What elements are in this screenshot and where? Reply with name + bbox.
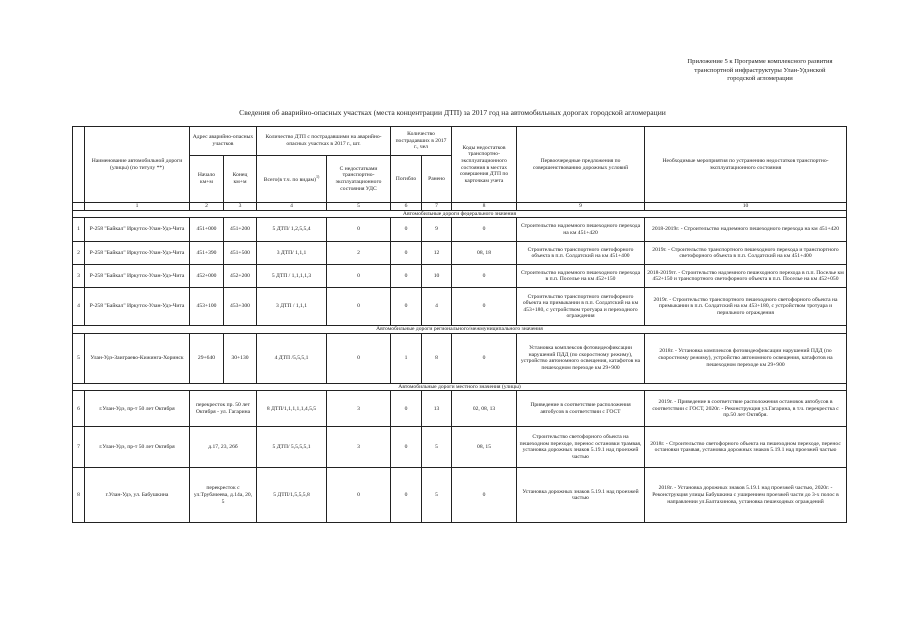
road-name-cell: г.Улан-Удэ, ул. Бабушкина xyxy=(85,468,190,523)
column-number: 3 xyxy=(224,203,257,211)
header-required-measures: Необходимые мероприятия по устранению недостатков транспортно-эксплуатационного состояния xyxy=(645,127,847,203)
injured-cell: 9 xyxy=(422,218,452,242)
start-cell: 451+390 xyxy=(190,242,224,265)
header-index xyxy=(73,127,85,203)
header-road-name: Наименование автомобильной дороги (улицы) (по титулу **) xyxy=(85,127,190,203)
header-dtp-total xyxy=(257,156,327,203)
column-number: 6 xyxy=(391,203,422,211)
column-numbers-row xyxy=(73,203,847,211)
codes-cell: 02, 08, 13 xyxy=(452,391,517,427)
dtp-deficient-cell: 0 xyxy=(327,468,391,523)
injured-cell: 5 xyxy=(422,468,452,523)
road-name-cell: Улан-Удэ-Заиграево-Кижинга-Хоринск xyxy=(85,333,190,383)
codes-cell: 08, 18 xyxy=(452,242,517,265)
road-name-cell: Р-258 "Байкал" Иркутск-Улан-Удэ-Чита xyxy=(85,288,190,326)
header-killed: Погибло xyxy=(391,156,422,203)
table-row xyxy=(73,288,847,326)
dtp-deficient-cell: 0 xyxy=(327,218,391,242)
row-number: 7 xyxy=(73,427,85,468)
proposal-cell: Установка комплексов фотовидеофиксации нарушений ПДД (по скоростному режиму), устройство автономного освещения, катафотов на пешеходном переходе км 29+900 xyxy=(517,333,645,383)
start-cell: 453+100 xyxy=(190,288,224,326)
column-number: 9 xyxy=(517,203,645,211)
start-cell: 451+000 xyxy=(190,218,224,242)
road-name-cell: г.Улан-Удэ, пр-т 50 лет Октября xyxy=(85,427,190,468)
dtp-deficient-cell: 3 xyxy=(327,427,391,468)
codes-cell: 08, 15 xyxy=(452,427,517,468)
appendix-line-2: транспортной инфраструктуры Улан-Удэнской xyxy=(694,66,826,74)
injured-cell: 10 xyxy=(422,265,452,288)
header-victims-group: Количество пострадавших в 2017 г., чел xyxy=(391,127,452,156)
section-row-federal xyxy=(73,210,847,218)
road-name-cell: Р-258 "Байкал" Иркутск-Улан-Удэ-Чита xyxy=(85,218,190,242)
table-row xyxy=(73,265,847,288)
end-cell: 453+300 xyxy=(224,288,257,326)
column-number: 10 xyxy=(645,203,847,211)
column-number: 1 xyxy=(85,203,190,211)
row-number: 3 xyxy=(73,265,85,288)
measures-cell: 2019г. - Приведение в соответствие расположения остановок автобусов в соответствии с ГОСТ, 2020г. - Реконструкция ул.Гагарина, в т.ч. перекрестка с пр.50 лет Октября. xyxy=(645,391,847,427)
accident-sites-table xyxy=(72,126,847,523)
start-cell: 452+000 xyxy=(190,265,224,288)
injured-cell: 4 xyxy=(422,288,452,326)
dtp-deficient-cell: 3 xyxy=(327,391,391,427)
end-cell: 452+200 xyxy=(224,265,257,288)
dtp-total-cell: 8 ДТП/1,1,1,1,1,4,5,5 xyxy=(257,391,327,427)
killed-cell: 0 xyxy=(391,468,422,523)
row-number: 8 xyxy=(73,468,85,523)
dtp-total-cell: 4 ДТП /5,5,5,1 xyxy=(257,333,327,383)
header-dtp-deficiencies: С недостатками транспортно-эксплуатационного состояния УДС xyxy=(327,156,391,203)
dtp-total-cell: 5 ДТП/ 5,5,5,5,1 xyxy=(257,427,327,468)
header-deficiency-codes: Коды недостатков транспортно-эксплуатационного состояния в местах совершения ДТП по карточкам учета xyxy=(452,127,517,203)
measures-cell: 2018-2019г. - Строительство надземного пешеходного перехода на км 451+420 xyxy=(645,218,847,242)
column-number: 7 xyxy=(422,203,452,211)
proposal-cell: Установка дорожных знаков 5.19.1 над проезжей частью xyxy=(517,468,645,523)
road-name-cell: г.Улан-Удэ, пр-т 50 лет Октября xyxy=(85,391,190,427)
dtp-deficient-cell: 0 xyxy=(327,333,391,383)
row-number: 2 xyxy=(73,242,85,265)
measures-cell: 2018г. - Строительство светофорного объекта на пешеходном переходе, перенос остановки трамвая, установка дорожных знаков 5.19.1 над проезжей частью xyxy=(645,427,847,468)
appendix-line-3: городской агломерации xyxy=(727,75,793,82)
table-row xyxy=(73,427,847,468)
column-number: 8 xyxy=(452,203,517,211)
proposal-cell: Приведение в соответствие расположения автобусов в соответствии с ГОСТ xyxy=(517,391,645,427)
section-title: Автомобильные дороги регионального/межмуниципального значения xyxy=(73,326,847,334)
table-row xyxy=(73,218,847,242)
appendix-line-1: Приложение 5 к Программе комплексного развития xyxy=(687,58,833,65)
header-injured: Ранено xyxy=(422,156,452,203)
location-cell: перекресток с ул.Трубачеева, д.14а, 20, 5 xyxy=(190,468,257,523)
dtp-deficient-cell: 0 xyxy=(327,265,391,288)
header-address-group: Адрес аварийно-опасных участков xyxy=(190,127,257,156)
measures-cell: 2018г. - Установка комплексов фотовидеофиксации нарушений ПДД (по скоростному режиму), устройство автономного освещения, катафотов на пешеходном переходе км 29+900 xyxy=(645,333,847,383)
injured-cell: 5 xyxy=(422,427,452,468)
section-title: Автомобильные дороги федерального значения xyxy=(73,210,847,218)
column-number: 4 xyxy=(257,203,327,211)
proposal-cell: Строительство светофорного объекта на пешеходном переходе, перенос остановки трамвая, установка дорожных знаков 5.19.1 над проезжей частью xyxy=(517,427,645,468)
measures-cell: 2019г. - Строительство транспортного пешеходного светофорного объекта на примыкании в п.п. Солдатский на км 453+180, с устройством тротуара и перильного ограждения xyxy=(645,288,847,326)
road-name-cell: Р-258 "Байкал" Иркутск-Улан-Удэ-Чита xyxy=(85,242,190,265)
injured-cell: 13 xyxy=(422,391,452,427)
header-dtp-count-group: Количество ДТП с пострадавшими на аварийно-опасных участках в 2017 г., шт. xyxy=(257,127,391,156)
proposal-cell: Строительство транспортного светофорного объекта на примыкании в п.п. Солдатский на км 453+180, с устройством тротуара и переходного ограждения xyxy=(517,288,645,326)
dtp-deficient-cell: 0 xyxy=(327,288,391,326)
codes-cell: 0 xyxy=(452,265,517,288)
codes-cell: 0 xyxy=(452,288,517,326)
dtp-total-cell: 3 ДТП/ 1,1,1 xyxy=(257,242,327,265)
header-address-end: Конец км+м xyxy=(224,156,257,203)
row-number: 4 xyxy=(73,288,85,326)
measures-cell: 2018-2019гг. - Строительство надземного пешеходного перехода в п.п. Поселье км 452+150 и транспортного светофорного объекта в п.п. Поселье на км 452+050 xyxy=(645,265,847,288)
end-cell: 451+500 xyxy=(224,242,257,265)
location-cell: перекресток пр. 50 лет Октября - ул. Гагарина xyxy=(190,391,257,427)
location-cell: д.17, 23, 26б xyxy=(190,427,257,468)
header-address-start: Начало км+м xyxy=(190,156,224,203)
row-number: 6 xyxy=(73,391,85,427)
table-row xyxy=(73,468,847,523)
header-dtp-total-sup: 1) xyxy=(315,174,320,180)
road-name-cell: Р-258 "Байкал" Иркутск-Улан-Удэ-Чита xyxy=(85,265,190,288)
section-title: Автомобильные дороги местного значения (улицы) xyxy=(73,383,847,391)
killed-cell: 1 xyxy=(391,333,422,383)
injured-cell: 12 xyxy=(422,242,452,265)
table-row xyxy=(73,333,847,383)
killed-cell: 0 xyxy=(391,242,422,265)
codes-cell: 0 xyxy=(452,468,517,523)
killed-cell: 0 xyxy=(391,427,422,468)
proposal-cell: Строительство транспортного светофорного объекта в п.п. Солдатский на км 451+400 xyxy=(517,242,645,265)
dtp-deficient-cell: 2 xyxy=(327,242,391,265)
dtp-total-cell: 5 ДТП / 1,1,1,1,3 xyxy=(257,265,327,288)
codes-cell: 0 xyxy=(452,333,517,383)
row-number: 5 xyxy=(73,333,85,383)
table-row xyxy=(73,242,847,265)
codes-cell: 0 xyxy=(452,218,517,242)
end-cell: 451+200 xyxy=(224,218,257,242)
appendix-note xyxy=(660,58,860,84)
end-cell: 30+130 xyxy=(224,333,257,383)
killed-cell: 0 xyxy=(391,265,422,288)
proposal-cell: Строительство надземного пешеходного перехода на км 451+420 xyxy=(517,218,645,242)
header-dtp-total-text: Всего(в т.ч. по видам) xyxy=(263,177,316,184)
column-number xyxy=(73,203,85,211)
start-cell: 29+640 xyxy=(190,333,224,383)
header-priority-proposals: Первоочередные предложения по совершенствованию дорожных условий xyxy=(517,127,645,203)
section-row-regional xyxy=(73,326,847,334)
section-row-local xyxy=(73,383,847,391)
killed-cell: 0 xyxy=(391,391,422,427)
injured-cell: 8 xyxy=(422,333,452,383)
killed-cell: 0 xyxy=(391,288,422,326)
table-row xyxy=(73,391,847,427)
header-row xyxy=(73,127,847,156)
column-number: 2 xyxy=(190,203,224,211)
row-number: 1 xyxy=(73,218,85,242)
killed-cell: 0 xyxy=(391,218,422,242)
measures-cell: 2018г. - Установка дорожных знаков 5.19.1 над проезжей частью, 2020г. - Реконструкция улицы Бабушкина с уширением проезжей части до 3-х полос в направлении ул.Балтахинова, установка пешеходных ограждений xyxy=(645,468,847,523)
column-number: 5 xyxy=(327,203,391,211)
dtp-total-cell: 5 ДТП/1,5,5,5,8 xyxy=(257,468,327,523)
proposal-cell: Строительство надземного пешеходного перехода в п.п. Поселье на км 452+150 xyxy=(517,265,645,288)
dtp-total-cell: 5 ДТП/ 1,2,5,5,4 xyxy=(257,218,327,242)
measures-cell: 2019г. - Строительство транспортного пешеходного перехода и транспортного светофорного объекта в п.п. Солдатский на км 451+400 xyxy=(645,242,847,265)
dtp-total-cell: 3 ДТП / 1,1,1 xyxy=(257,288,327,326)
document-title: Сведения об аварийно-опасных участках (места концентрации ДТП) за 2017 год на автомобильных дорогах городской агломерации xyxy=(239,108,666,117)
